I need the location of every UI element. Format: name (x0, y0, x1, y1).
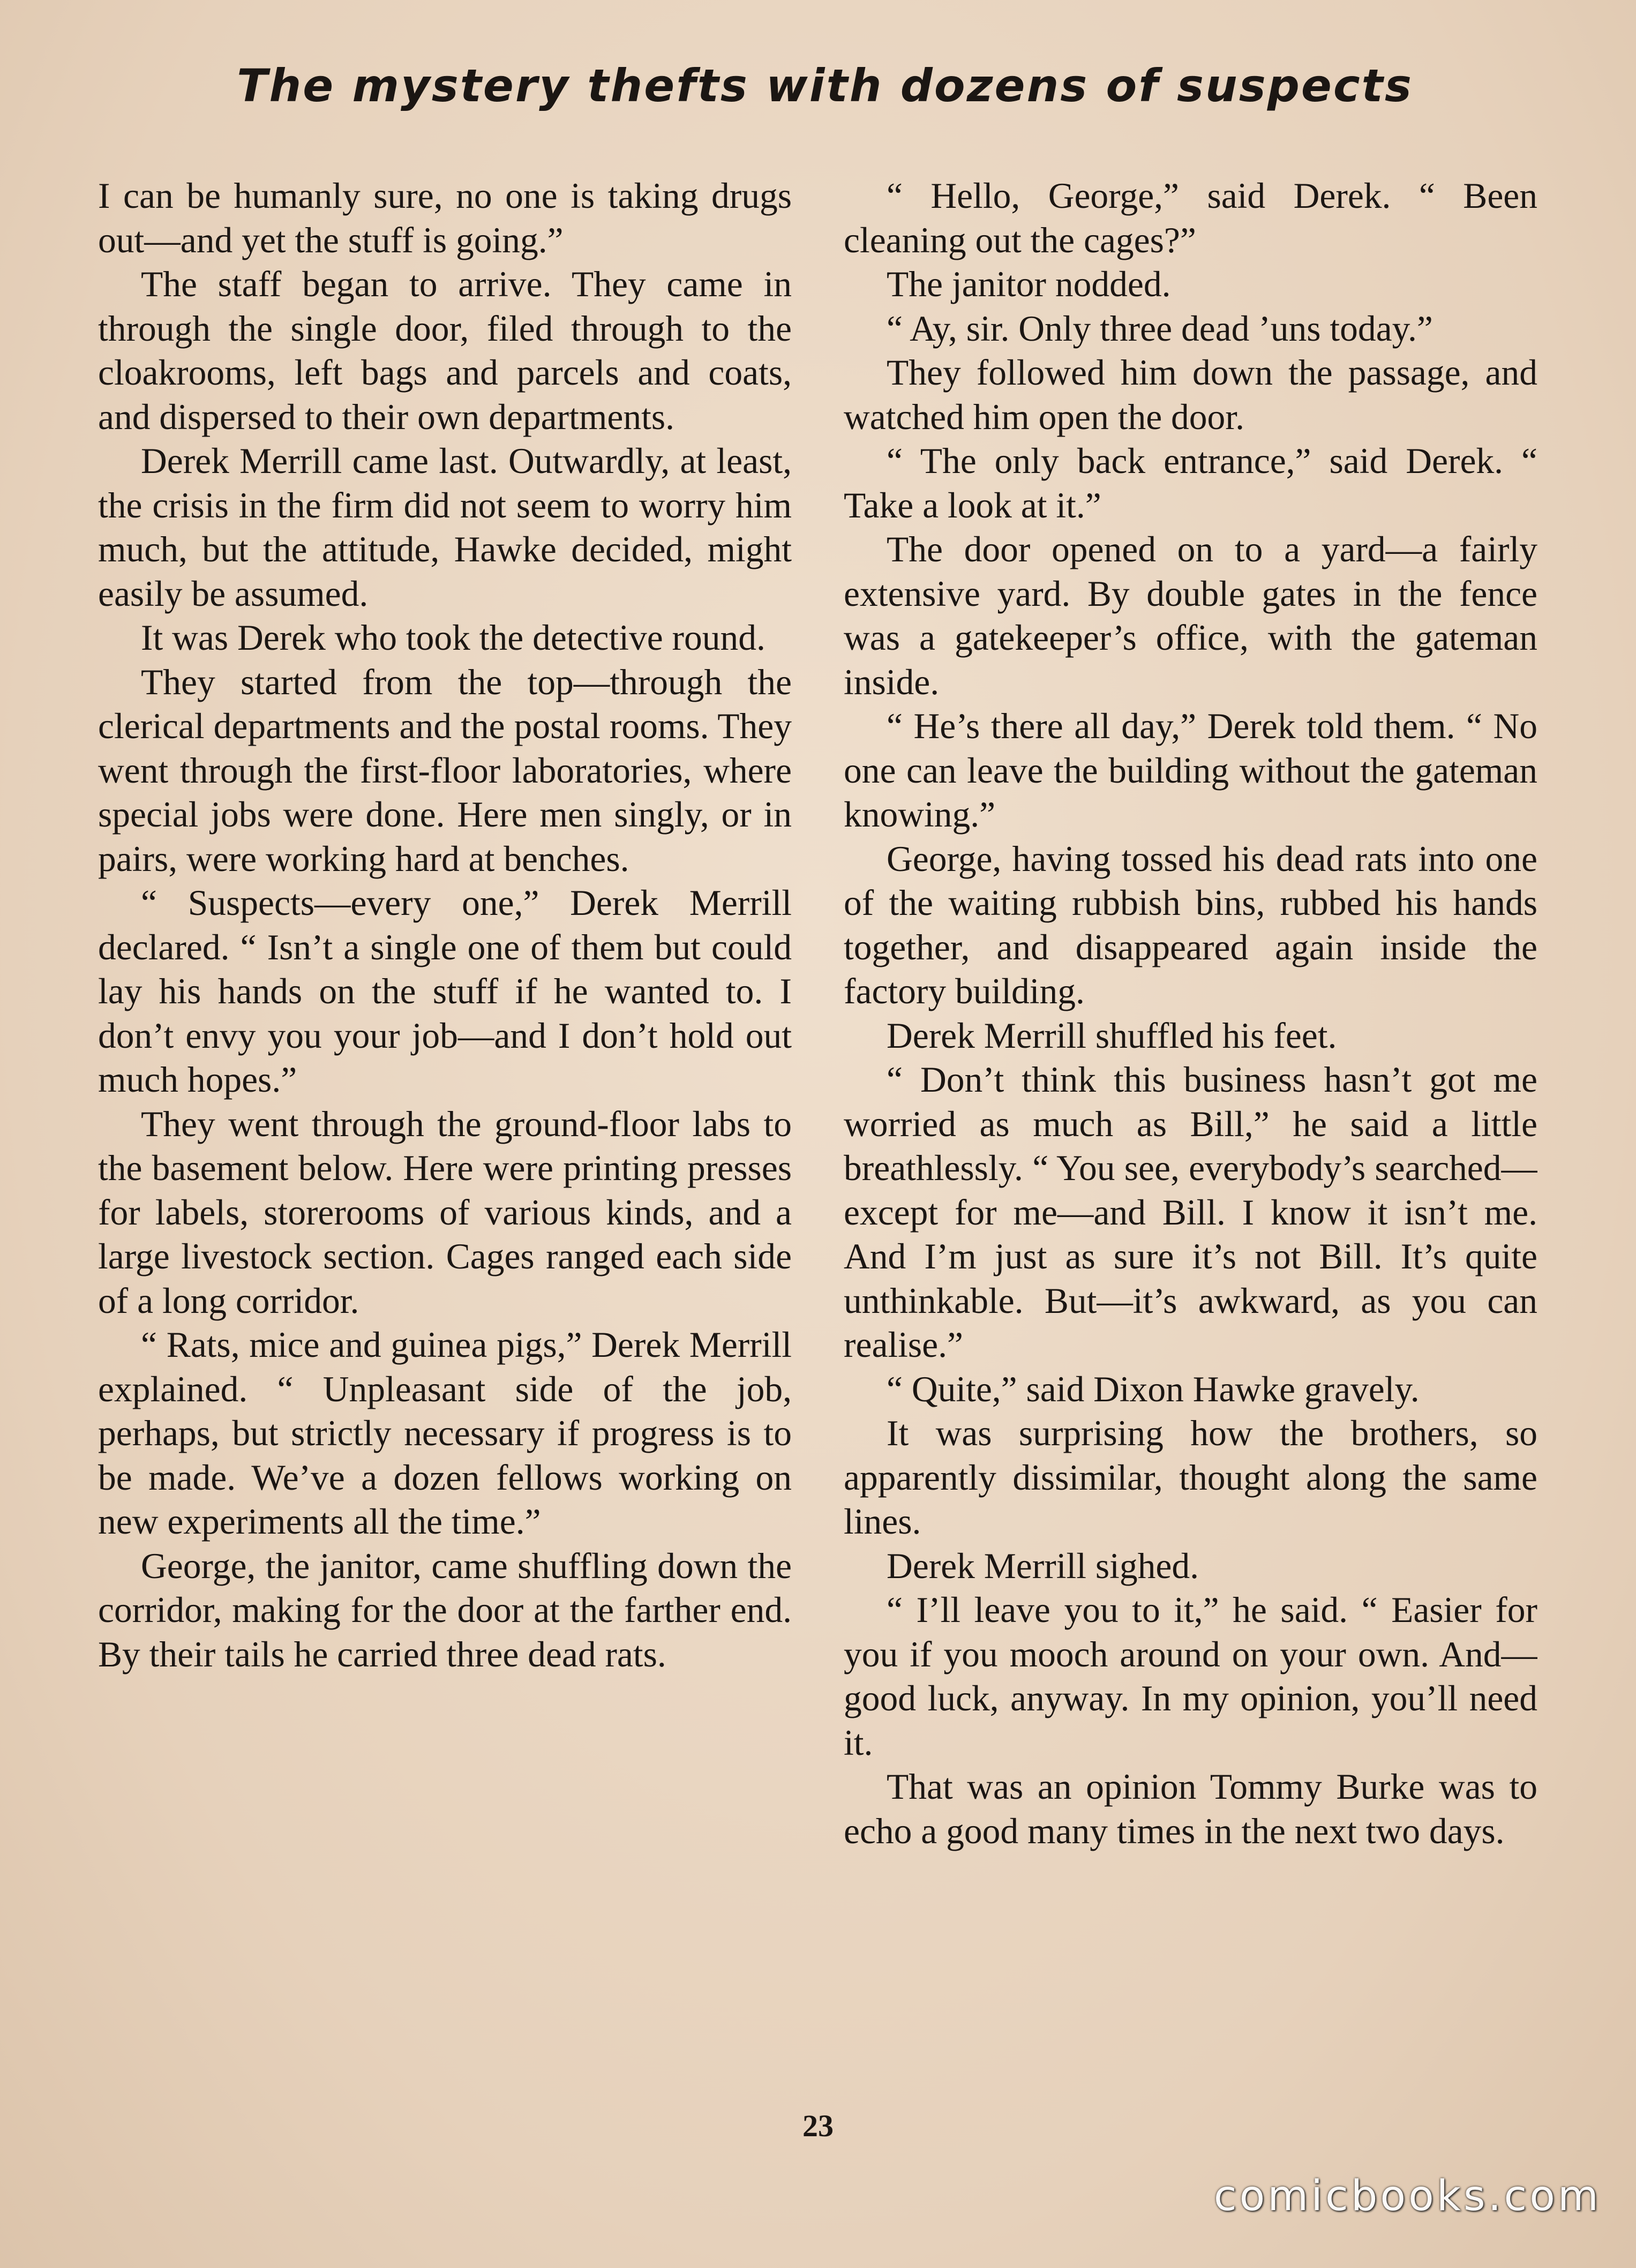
paragraph: “ Rats, mice and guinea pigs,” Derek Merrill explained. “ Unpleasant side of the job, perhaps, but strictly necessary if progress is to be made. We’ve a dozen fellows working on new experiments all the time.” (98, 1325, 792, 1542)
paragraph: “ The only back entrance,” said Derek. “ Take a look at it.” (844, 441, 1537, 525)
paragraph: George, the janitor, came shuffling down the corridor, making for the door at the farther end. By their tails he carried three dead rats. (98, 1545, 792, 1674)
paragraph: Derek Merrill came last. Outwardly, at least, the crisis in the firm did not seem to worry him much, but the attitude, Hawke decided, might easily be assumed. (98, 441, 792, 614)
watermark: comicbooks.com (1213, 2172, 1601, 2220)
paragraph: “ He’s there all day,” Derek told them. “ No one can leave the building without the gateman knowing.” (844, 706, 1537, 835)
page-number: 23 (802, 2108, 834, 2143)
paragraph: “ Suspects—every one,” Derek Merrill declared. “ Isn’t a single one of them but could lay his hands on the stuff if he wanted to. I don’t envy you your job—and I don’t hold out much hopes.” (98, 883, 792, 1100)
paragraph: That was an opinion Tommy Burke was to echo a good many times in the next two days. (844, 1767, 1537, 1851)
paragraph: It was surprising how the brothers, so apparently dissimilar, thought along the same lines. (844, 1413, 1537, 1542)
paragraph: The door opened on to a yard—a fairly extensive yard. By double gates in the fence was a gatekeeper’s office, with the gateman inside. (844, 529, 1537, 702)
paragraph: “ Quite,” said Dixon Hawke gravely. (887, 1369, 1420, 1409)
paragraph: They followed him down the passage, and watched him open the door. (844, 352, 1537, 437)
paragraph: “ I’ll leave you to it,” he said. “ Easier for you if you mooch around on your own. And—good luck, anyway. In my opinion, you’ll need it. (844, 1590, 1537, 1763)
paragraph: The staff began to arrive. They came in through the single door, filed through to the cloakrooms, left bags and parcels and coats, and dispersed to their own departments. (98, 264, 792, 437)
paragraph: Derek Merrill sighed. (887, 1545, 1199, 1586)
paragraph: It was Derek who took the detective round. (141, 618, 766, 658)
right-column (844, 174, 1537, 2167)
paragraph: George, having tossed his dead rats into one of the waiting rubbish bins, rubbed his hands together, and disappeared again inside the factory building. (844, 838, 1537, 1011)
paragraph: The janitor nodded. (887, 264, 1171, 304)
paragraph: They went through the ground-floor labs to the basement below. Here were printing presses for labels, storerooms of various kinds, and a large livestock section. Cages ranged each side of a long corridor. (98, 1103, 792, 1321)
paragraph: Derek Merrill shuffled his feet. (887, 1015, 1337, 1056)
paragraph: I can be humanly sure, no one is taking drugs out—and yet the stuff is going.” (98, 176, 792, 260)
left-column (98, 174, 792, 2167)
paragraph: “ Ay, sir. Only three dead ’uns today.” (887, 308, 1433, 349)
page-title: The mystery thefts with dozens of suspects (237, 59, 1413, 112)
paragraph: “ Hello, George,” said Derek. “ Been cleaning out the cages?” (844, 176, 1537, 260)
paragraph: They started from the top—through the clerical departments and the postal rooms. They went through the first-floor laboratories, where special jobs were done. Here men singly, or in pairs, were working hard at benches. (98, 662, 792, 879)
paragraph: “ Don’t think this business hasn’t got me worried as much as Bill,” he said a little breathlessly. “ You see, everybody’s searched—except for me—and Bill. I know it isn’t me. And I’m just as sure it’s not Bill. It’s quite unthinkable. But—it’s awkward, as you can realise.” (844, 1060, 1537, 1365)
